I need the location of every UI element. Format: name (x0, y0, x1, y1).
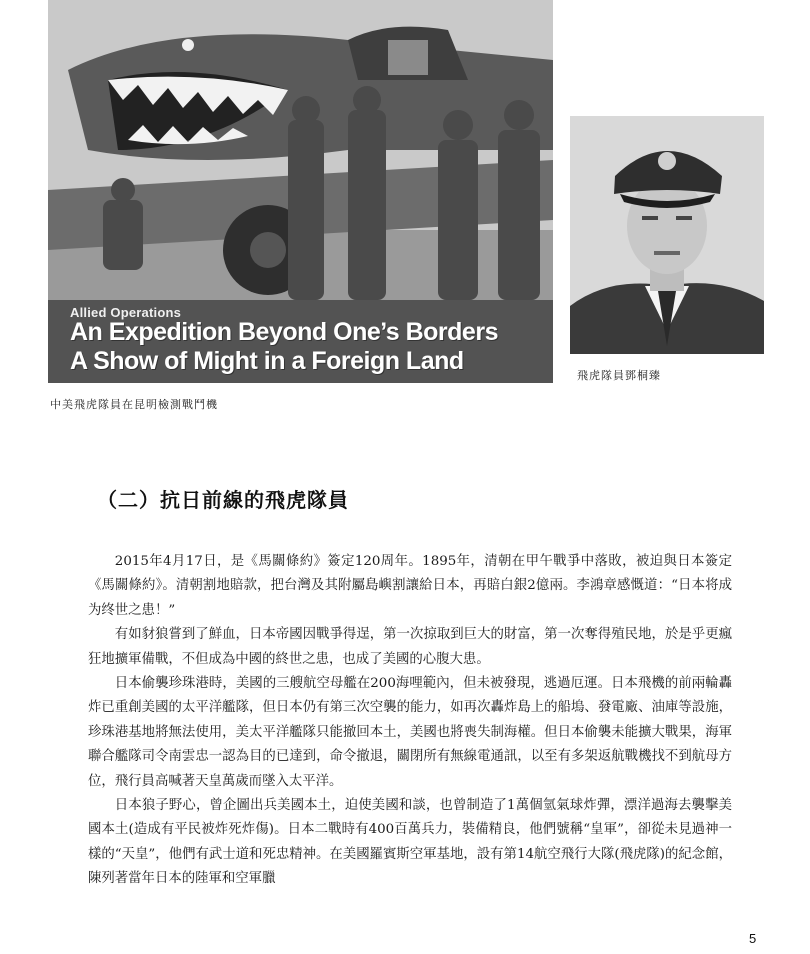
banner-title-line-1: An Expedition Beyond One’s Borders (70, 318, 498, 346)
page-number: 5 (749, 931, 757, 946)
main-photo-caption: 中美飛虎隊員在昆明檢測戰鬥機 (50, 398, 218, 411)
paragraph: 有如豺狼嘗到了鮮血，日本帝國因戰爭得逞，第一次掠取到巨大的財富，第一次奪得殖民地，於是乎更瘋狂地擴軍備戰，不但成為中國的終世之患，也成了美國的心腹大患。 (88, 627, 732, 667)
banner-kicker: Allied Operations (70, 305, 182, 320)
paragraph: 2015年4月17日，是《馬關條約》簽定120周年。1895年，清朝在甲午戰爭中落敗，被迫與日本簽定《馬關條約》。清朝割地賠款，把台灣及其附屬島嶼割讓給日本，再賠白銀2億兩。李鴻章感慨道：“日本将成为终世之患！” (88, 554, 732, 618)
portrait-illustration (570, 116, 764, 354)
article-body (88, 550, 732, 892)
paragraph: 日本狼子野心，曾企圖出兵美國本土，迫使美國和談，也曾制造了1萬個氫氣球炸彈，漂洋過海去襲擊美國本土(造成有平民被炸死炸傷)。日本二戰時有400百萬兵力，裝備精良，他們號稱“皇軍”，卻從未見過神一樣的“天皇”，他們有武士道和死忠精神。在美國羅賓斯空軍基地，設有第14航空飛行大隊(飛虎隊)的紀念館，陳列著當年日本的陸軍和空軍臘 (88, 798, 732, 887)
banner-title-line-2: A Show of Might in a Foreign Land (70, 347, 464, 375)
portrait-caption: 飛虎隊員鄧桐臻 (577, 369, 661, 382)
portrait-photo (570, 116, 764, 354)
paragraph: 日本偷襲珍珠港時，美國的三艘航空母艦在200海哩範內，但未被發現，逃過厄運。日本飛機的前兩輪轟炸已重創美國的太平洋艦隊，但日本仍有第三次空襲的能力，如再次轟炸島上的船塢、發電廠、油庫等設施，珍珠港基地將無法使用，美太平洋艦隊只能撤回本土，美國也將喪失制海權。但日本偷襲未能擴大戰果，海軍聯合艦隊司令南雲忠一認為目的已達到，命令撤退，關閉所有無線電通訊，以至有多架返航戰機找不到航母方位，飛行員高喊著天皇萬歲而墜入太平洋。 (88, 676, 732, 789)
section-heading: （二）抗日前線的飛虎隊員 (97, 488, 349, 512)
fighter-plane-photo (48, 0, 553, 383)
